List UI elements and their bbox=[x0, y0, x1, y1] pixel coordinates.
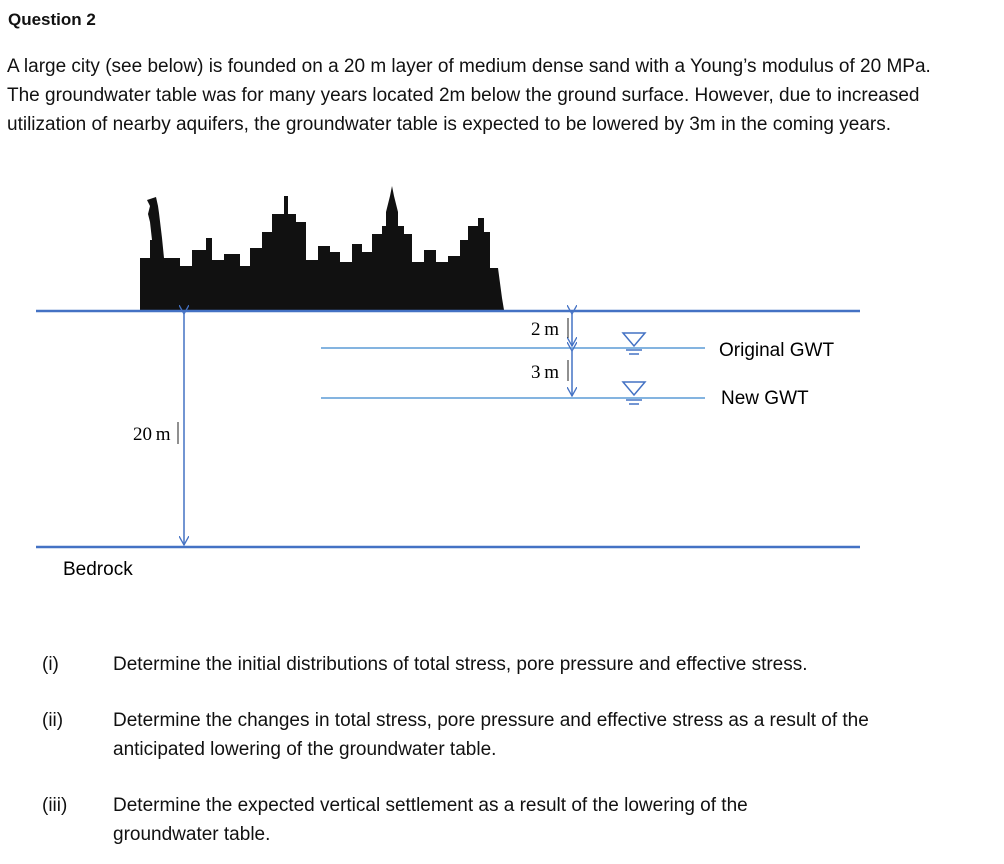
layer-thickness-label: 20 m bbox=[133, 424, 171, 445]
original-gwt-water-table-icon bbox=[623, 333, 645, 354]
question-number: (i) bbox=[42, 654, 59, 675]
drawdown-label: 3 m bbox=[531, 362, 560, 383]
question-item-3 bbox=[42, 791, 942, 849]
new-gwt-label: New GWT bbox=[721, 388, 809, 409]
question-heading: Question 2 bbox=[8, 10, 96, 29]
question-item-1 bbox=[42, 650, 942, 679]
new-gwt-water-table-icon bbox=[623, 382, 645, 404]
bedrock-label: Bedrock bbox=[63, 559, 133, 580]
original-gwt-label: Original GWT bbox=[719, 340, 835, 361]
top-depth-label: 2 m bbox=[531, 319, 560, 340]
question-text: Determine the expected vertical settlement as a result of the lowering of the groundwater table. bbox=[113, 795, 748, 845]
question-number: (iii) bbox=[42, 795, 68, 816]
question-number: (ii) bbox=[42, 710, 64, 731]
problem-statement: A large city (see below) is founded on a 20 m layer of medium dense sand with a Young’s modulus of 20 MPa. The groundwater table was for many years located 2m below the ground surface. However, due to increased utilization of nearby aquifers, the groundwater table is expected to be lowered by 3m in the coming years. bbox=[7, 56, 931, 135]
question-text: Determine the changes in total stress, pore pressure and effective stress as a result of the anticipated lowering of the groundwater table. bbox=[113, 710, 869, 760]
city-skyline-icon bbox=[140, 186, 504, 310]
question-item-2 bbox=[42, 706, 942, 764]
question-text: Determine the initial distributions of total stress, pore pressure and effective stress. bbox=[113, 654, 808, 675]
